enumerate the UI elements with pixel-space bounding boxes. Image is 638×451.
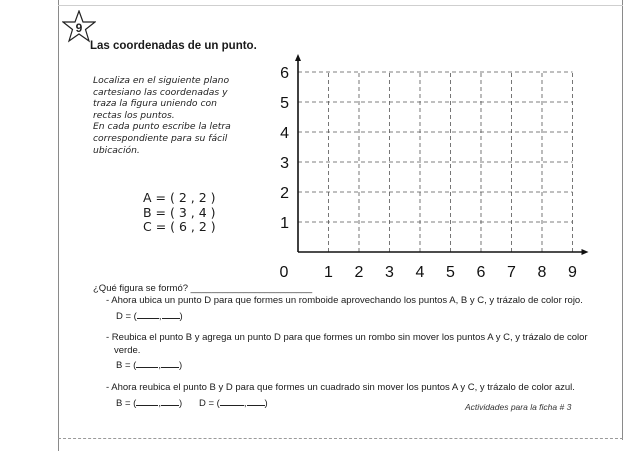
answer-sep: , <box>158 360 161 371</box>
x-axis-arrow-icon <box>582 249 589 255</box>
answer-sep: , <box>158 398 161 409</box>
point-c: C = ( 6 , 2 ) <box>143 219 216 234</box>
y-tick-label: 1 <box>280 215 289 232</box>
answer-blank-y[interactable] <box>161 358 179 368</box>
answer-b-rombo[interactable] <box>116 358 182 371</box>
instruction-line: En cada punto escribe la letra <box>93 121 231 133</box>
answer-close: ) <box>264 398 268 409</box>
x-tick-label: 3 <box>385 264 394 281</box>
task-cuadrado: - Ahora reubica el punto B y D para que formes un cuadrado sin mover los puntos A y C, y trázalo de color azul. <box>106 382 575 393</box>
grid-layer <box>298 72 573 252</box>
point-a: A = ( 2 , 2 ) <box>143 190 216 205</box>
answer-close: ) <box>179 311 183 322</box>
origin-label: 0 <box>279 264 289 281</box>
instruction-line: traza la figura uniendo con <box>93 98 217 110</box>
answer-blank-y[interactable] <box>247 396 265 406</box>
x-tick-label: 8 <box>537 264 547 281</box>
x-tick-label: 1 <box>324 264 333 281</box>
answer-d-romboide[interactable] <box>116 309 183 322</box>
x-tick-label: 7 <box>507 264 516 281</box>
y-tick-label: 2 <box>280 185 289 202</box>
instruction-line: rectas los puntos. <box>93 109 175 121</box>
task-rombo: - Reubica el punto B y agrega un punto D para que formes un rombo sin mover los puntos A y C, y trázalo de color <box>106 332 588 343</box>
y-tick-label: 6 <box>280 65 289 82</box>
answer-label: B = ( <box>116 398 137 409</box>
question-figure: ¿Qué figura se formó? _______________________ <box>93 283 313 294</box>
instruction-line: Localiza en el siguiente plano <box>93 75 230 86</box>
y-tick-label: 4 <box>280 125 289 142</box>
y-tick-label: 5 <box>280 95 289 112</box>
footer-note: Actividades para la ficha # 3 <box>465 402 572 412</box>
task-rombo-cont: verde. <box>114 345 141 356</box>
tick-label-layer <box>280 65 578 281</box>
x-tick-label: 9 <box>568 264 577 281</box>
answer-blank-x[interactable] <box>136 396 158 406</box>
answer-close: ) <box>178 360 183 371</box>
answer-blank-x[interactable] <box>136 358 158 368</box>
x-tick-label: 4 <box>415 264 425 281</box>
answer-sep: , <box>243 398 247 409</box>
answer-label: D = ( <box>116 311 137 322</box>
page-title: Las coordenadas de un punto. <box>90 40 257 52</box>
axes-layer <box>295 54 589 255</box>
answer-b-cuadrado[interactable] <box>116 396 182 409</box>
answer-sep: , <box>158 311 162 322</box>
answer-blank-y[interactable] <box>162 309 180 319</box>
instruction-line: cartesiano las coordenadas y <box>93 86 228 98</box>
y-axis-arrow-icon <box>295 54 301 61</box>
answer-d-cuadrado[interactable] <box>199 396 268 409</box>
x-tick-label: 5 <box>446 264 455 281</box>
task-romboide: - Ahora ubica un punto D para que formes un romboide aprovechando los puntos A, B y C, y trázalo de color rojo. <box>106 295 583 306</box>
point-b: B = ( 3 , 4 ) <box>143 204 216 220</box>
answer-label: B = ( <box>116 360 137 371</box>
answer-blank-x[interactable] <box>137 309 159 319</box>
answer-blank-y[interactable] <box>161 396 179 406</box>
x-tick-label: 2 <box>354 264 364 281</box>
answer-close: ) <box>178 398 183 409</box>
instruction-line: correspondiente para su fácil <box>93 132 228 144</box>
badge-number: 9 <box>75 21 83 35</box>
y-tick-label: 3 <box>280 155 289 172</box>
instruction-line: ubicación. <box>93 144 140 156</box>
answer-blank-x[interactable] <box>220 396 244 406</box>
answer-label: D = ( <box>199 398 220 409</box>
x-tick-label: 6 <box>476 264 486 281</box>
